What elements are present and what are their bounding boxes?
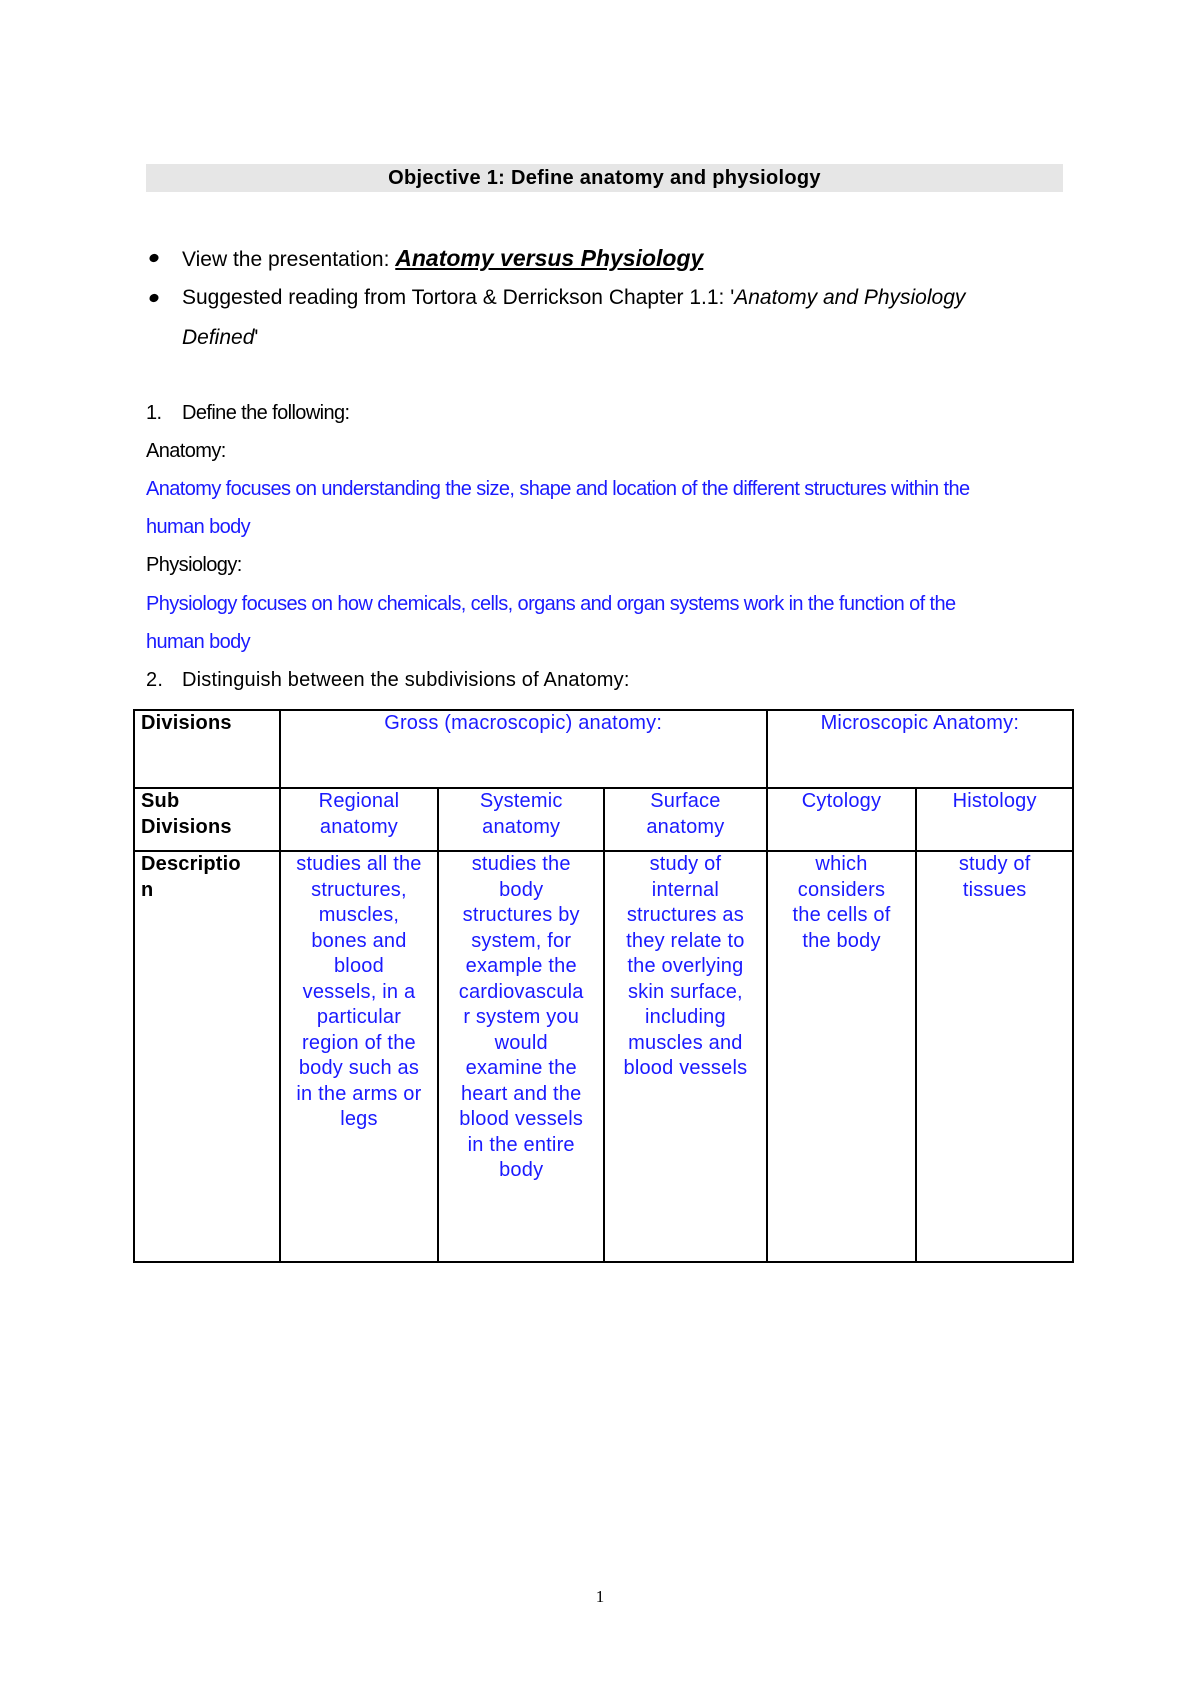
physiology-answer-line1: Physiology focuses on how chemicals, cells, organs and organ systems work in the function of the [146, 593, 956, 615]
question-2 [146, 669, 630, 692]
divisions-header: Divisions [134, 710, 280, 788]
anatomy-label: Anatomy: [146, 440, 226, 462]
bullet-text: Suggested reading from Tortora & Derrickson Chapter 1.1: ' [182, 286, 735, 309]
subdivision-systemic: Systemic anatomy [438, 788, 604, 851]
subdivision-surface: Surface anatomy [604, 788, 767, 851]
description-header-line1: Descriptio [141, 853, 241, 875]
page-number: 1 [595, 1587, 605, 1606]
description-header [134, 851, 280, 1262]
question-2-text: Distinguish between the subdivisions of Anatomy: [182, 669, 630, 691]
reading-suffix: ' [254, 326, 259, 349]
table-row-divisions [134, 710, 1073, 788]
description-histology: study of tissues [916, 851, 1073, 1262]
physiology-label: Physiology: [146, 554, 242, 576]
gross-anatomy-cell: Gross (macroscopic) anatomy: [280, 710, 767, 788]
subdivisions-table [133, 709, 1074, 1263]
question-1-number: 1. [146, 402, 162, 424]
presentation-link[interactable]: Anatomy versus Physiology [395, 245, 704, 271]
anatomy-answer-line1: Anatomy focuses on understanding the size, shape and location of the different structures within the [146, 478, 970, 500]
subdivisions-header-line2: Divisions [141, 815, 232, 838]
subdivisions-header-line1: Sub [141, 790, 180, 812]
subdivisions-header [134, 788, 280, 851]
description-cytology: which considers the cells of the body [767, 851, 917, 1262]
question-2-number: 2. [146, 669, 164, 691]
reading-title-cont: Defined [182, 326, 255, 349]
bullet-text: View the presentation: [182, 248, 396, 271]
description-header-line2: n [141, 878, 154, 901]
microscopic-anatomy-cell: Microscopic Anatomy: [767, 710, 1073, 788]
objective-heading: Objective 1: Define anatomy and physiology [146, 164, 1063, 192]
reading-title: Anatomy and Physiology [734, 286, 966, 309]
question-1-text: Define the following: [182, 402, 350, 424]
description-surface: study of internal structures as they relate to the overlying skin surface, including muscles and blood vessels [604, 851, 767, 1262]
bullet-icon [148, 253, 159, 264]
anatomy-answer-line2: human body [146, 516, 251, 538]
table-row-descriptions [134, 851, 1073, 1262]
subdivision-histology: Histology [916, 788, 1073, 851]
question-1 [146, 402, 350, 425]
physiology-answer-line2: human body [146, 631, 251, 653]
description-systemic: studies the body structures by system, for example the cardiovascula r system you would examine the heart and the blood vessels in the entire body [438, 851, 604, 1262]
table-row-subdivisions [134, 788, 1073, 851]
description-regional: studies all the structures, muscles, bones and blood vessels, in a particular region of the body such as in the arms or legs [280, 851, 439, 1262]
subdivision-regional: Regional anatomy [280, 788, 439, 851]
subdivision-cytology: Cytology [767, 788, 917, 851]
bullet-icon [148, 293, 159, 304]
